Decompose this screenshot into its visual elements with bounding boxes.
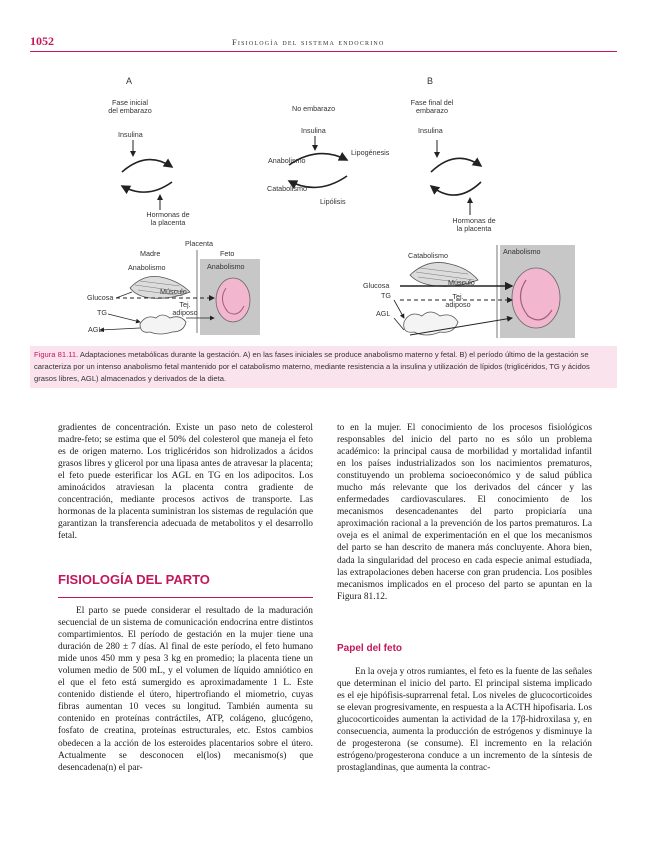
panel-b-phase-label: Fase final del embarazo bbox=[410, 98, 454, 116]
panel-a-agl-label: AGL bbox=[88, 325, 103, 334]
panel-a-anabolism-mother-label: Anabolismo bbox=[128, 263, 166, 272]
panel-a-mother-label: Madre bbox=[140, 249, 161, 258]
left-column-bottom bbox=[58, 605, 313, 774]
page-number: 1052 bbox=[30, 34, 54, 48]
middle-insulin-label: Insulina bbox=[301, 126, 326, 135]
panel-a-fetus-icon bbox=[216, 278, 250, 322]
panel-a-label: A bbox=[126, 76, 133, 86]
panel-a-insulin-label: Insulina bbox=[118, 130, 143, 139]
middle-lipogenesis-label: Lipogénesis bbox=[351, 148, 390, 157]
panel-b-glucose-label: Glucosa bbox=[363, 281, 390, 290]
panel-b-hormones-label: Hormonas de la placenta bbox=[452, 216, 496, 234]
subsection-heading: Papel del feto bbox=[337, 643, 403, 654]
panel-b-insulin-label: Insulina bbox=[418, 126, 443, 135]
section-rule bbox=[58, 597, 313, 598]
right-column-bottom bbox=[337, 666, 592, 774]
panel-b-anabolism-label: Anabolismo bbox=[503, 247, 541, 256]
running-head: Fisiología del sistema endocrino bbox=[232, 37, 385, 47]
middle-anabolism-label: Anabolismo bbox=[268, 156, 306, 165]
section-heading: FISIOLOGÍA DEL PARTO bbox=[58, 572, 210, 587]
panel-a-muscle-label: Músculo bbox=[160, 287, 187, 296]
panel-b-fetus-icon bbox=[512, 268, 560, 328]
panel-a-adipose-label: Tej. adiposo bbox=[172, 300, 198, 318]
middle-catabolism-label: Catabolismo bbox=[267, 184, 307, 193]
panel-b-agl-label: AGL bbox=[376, 309, 391, 318]
left-paragraph-1: gradientes de concentración. Existe un paso neto de colesterol madre-feto; se estima que el 50% del colesterol que maneja el feto es de origen materno. Los triglicéridos son hidrolizados a ácidos grasos libres y glicerol por una lipasa antes de atravesar la placenta; el feto puede esterificar los AGL en TG en los adipocitos. Los aminoácidos atraviesan la placenta contra gradiente de concentración, mediante procesos activos de transporte. Las hormonas de la placenta suministran los sistemas de regulación que garantizan la transferencia adecuada de metabolitos y el desarrollo fetal. bbox=[58, 423, 313, 542]
figure-caption bbox=[30, 346, 617, 388]
panel-a-anabolism-fetus-label: Anabolismo bbox=[207, 262, 245, 271]
panel-a-glucose-label: Glucosa bbox=[87, 293, 114, 302]
left-column-top bbox=[58, 422, 313, 542]
figure-caption-label: Figura 81.11. bbox=[34, 350, 79, 359]
panel-a-placenta-label: Placenta bbox=[185, 239, 213, 248]
middle-non-pregnancy-label: No embarazo bbox=[292, 104, 336, 113]
panel-b-label: B bbox=[427, 76, 434, 86]
right-paragraph-2: En la oveja y otros rumiantes, el feto es la fuente de las señales que determinan el inicio del parto. El principal sistema implicado es el eje hipófisis-suprarrenal fetal. Los niveles de glucocorticoides se elevan progresivamente, en respuesta a la ACTH hipofisaria. Los glucocorticoides aumentan la actividad de la 17β-hidroxilasa y, en consecuencia, aumenta la producción de estrógenos y disminuye la de progesterona (se consume). El incremento en la relación estrógeno/progesterona conduce a un incremento de la síntesis de prostaglandinas, que aumenta la contrac- bbox=[337, 667, 592, 774]
panel-a-hormones-label: Hormonas de la placenta bbox=[146, 210, 190, 228]
panel-b-adipose-label: Tej. adiposo bbox=[445, 292, 471, 310]
panel-b-cycle bbox=[431, 140, 481, 215]
panel-b-muscle-label: Músculo bbox=[448, 278, 475, 287]
panel-b-catabolism-label: Catabolismo bbox=[408, 251, 448, 260]
figure-caption-text: Adaptaciones metabólicas durante la gestación. A) en las fases iniciales se produce anabolismo materno y fetal. B) el período último de la gestación se caracteriza por un intenso anabolismo fetal mantenido por el catabolismo materno, mediante resistencia a la insulina y utilización de lípidos (triglicéridos, TG y ácidos grasos libres, AGL) almacenados y derivados de la dieta. bbox=[34, 350, 590, 383]
panel-a-fetus-label: Feto bbox=[220, 249, 235, 258]
panel-a-cycle bbox=[122, 140, 172, 210]
right-column-top bbox=[337, 422, 592, 603]
panel-a-adipose-icon bbox=[140, 315, 186, 334]
right-paragraph-1: to en la mujer. El conocimiento de los procesos fisiológicos responsables del inicio del parto no es sólo un problema académico: la principal causa de morbilidad y mortalidad infantil en los países industrializados son los nacimientos prematuros, constituyendo un problema socioeconómico y de salud pública mucho más relevante que los derivados del cáncer y las enfermedades cardiovasculares. El conocimiento de los mecanismos desencadenantes del parto propiciaría una aproximación racional a la prevención de los partos prematuros. La oveja es el animal de experimentación en el que los mecanismos del parto se han descrito de manera más concluyente. Ahora bien, dada la singularidad del proceso en cada especie animal estudiada, las extrapolaciones deben hacerse con gran prudencia. Los posibles mecanismos implicados en el proceso del parto se apuntan en la Figura 81.12. bbox=[337, 423, 592, 602]
left-paragraph-2: El parto se puede considerar el resultado de la maduración secuencial de un sistema de comunicación endocrina entre distintos compartimientos. El período de gestación en la mujer tiene una duración de 280 ± 7 días. Al final de este período, el feto humano mide unos 450 mm y pesa 3 kg en promedio; la placenta tiene un volumen medio de 500 mL, y el volumen de líquido amniótico en el que el feto está sumergido es aproximadamente 1 L. Este contenido distiende el útero, hipertrofiando el miometrio, cuyas fibras aumentan 10 veces su longitud. También aumenta su contenido en proteínas contráctiles, ATP, colágeno, glucógeno, fosfato de creatina, proteínas estructurales, etc. Estos cambios obedecen a la acción de los esteroides placentarios sobre el útero. Actualmente se desconocen el(los) mecanismo(s) que desencadena(n) el par- bbox=[58, 606, 313, 773]
panel-b-tg-label: TG bbox=[381, 291, 391, 300]
panel-a-phase-label: Fase inicial del embarazo bbox=[108, 98, 152, 116]
panel-a-tg-label: TG bbox=[97, 308, 107, 317]
middle-lipolysis-label: Lipólisis bbox=[320, 197, 346, 206]
